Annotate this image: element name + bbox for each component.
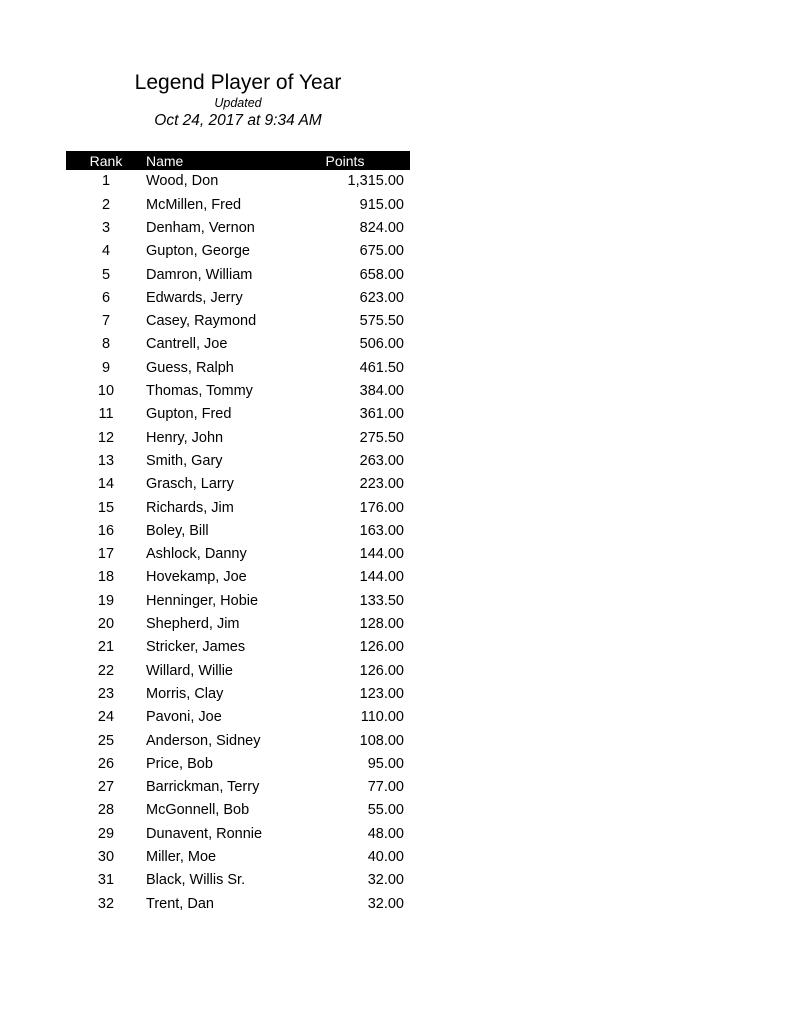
name-cell: Gupton, Fred — [146, 406, 232, 423]
points-cell: 384.00 — [359, 383, 404, 400]
name-cell: Damron, William — [146, 266, 253, 283]
points-cell: 176.00 — [359, 499, 404, 516]
updated-timestamp: Oct 24, 2017 at 9:34 AM — [154, 112, 322, 129]
rank-cell: 19 — [97, 592, 115, 609]
points-cell: 77.00 — [367, 779, 404, 796]
rank-cell: 9 — [101, 359, 111, 376]
table-row — [66, 426, 410, 449]
table-row — [66, 496, 410, 519]
name-cell: Grasch, Larry — [146, 476, 234, 493]
points-cell: 461.50 — [359, 359, 404, 376]
table-row — [66, 473, 410, 496]
points-cell: 133.50 — [359, 592, 404, 609]
table-row — [66, 683, 410, 706]
name-cell: Miller, Moe — [146, 849, 217, 865]
standings-table — [66, 151, 410, 916]
name-cell: Henry, John — [146, 429, 224, 446]
points-cell: 55.00 — [367, 802, 404, 819]
table-row — [66, 380, 410, 403]
points-cell: 95.00 — [367, 755, 404, 772]
points-cell: 126.00 — [359, 662, 404, 679]
name-cell: McMillen, Fred — [146, 196, 242, 213]
updated-label: Updated — [214, 96, 262, 110]
name-cell: Edwards, Jerry — [146, 289, 243, 306]
name-cell: Trent, Dan — [146, 895, 214, 912]
table-row — [66, 892, 410, 915]
name-cell: Ashlock, Danny — [146, 546, 247, 563]
name-cell: Smith, Gary — [146, 452, 223, 469]
name-cell: Anderson, Sidney — [146, 732, 261, 749]
name-cell: Barrickman, Terry — [146, 779, 260, 796]
name-cell: Price, Bob — [146, 755, 213, 772]
rank-cell: 21 — [97, 639, 115, 656]
name-cell: Black, Willis Sr. — [146, 872, 246, 889]
name-cell: Guess, Ralph — [146, 359, 234, 376]
table-row — [66, 193, 410, 216]
rank-cell: 6 — [101, 289, 111, 306]
name-cell: Henninger, Hobie — [146, 592, 259, 609]
points-cell: 263.00 — [359, 452, 404, 469]
points-cell: 675.00 — [359, 243, 404, 260]
name-cell: Richards, Jim — [146, 499, 234, 516]
table-row — [66, 776, 410, 799]
points-cell: 123.00 — [359, 685, 404, 702]
points-cell: 48.00 — [367, 825, 404, 842]
name-cell: Casey, Raymond — [146, 313, 257, 330]
rank-cell: 32 — [97, 895, 115, 912]
points-cell: 824.00 — [359, 219, 404, 236]
table-row — [66, 310, 410, 333]
points-cell: 361.00 — [359, 406, 404, 423]
table-row — [66, 799, 410, 822]
points-cell: 128.00 — [359, 616, 404, 633]
rank-cell: 31 — [97, 872, 115, 889]
name-cell: Boley, Bill — [146, 522, 209, 539]
points-cell: 163.00 — [359, 522, 404, 539]
table-row — [66, 659, 410, 682]
name-cell: Thomas, Tommy — [146, 383, 253, 400]
points-cell: 40.00 — [367, 849, 404, 865]
points-cell: 223.00 — [359, 476, 404, 493]
rank-cell: 3 — [101, 219, 111, 236]
table-row — [66, 543, 410, 566]
rank-cell: 18 — [97, 569, 115, 586]
table-body — [66, 170, 410, 916]
rank-cell: 5 — [101, 266, 111, 283]
name-cell: Pavoni, Joe — [146, 709, 222, 726]
table-row — [66, 519, 410, 542]
table-row — [66, 636, 410, 659]
name-cell: Gupton, George — [146, 243, 250, 260]
rank-cell: 16 — [97, 522, 115, 539]
name-cell: Stricker, James — [146, 639, 246, 656]
points-cell: 32.00 — [367, 895, 404, 912]
rank-cell: 8 — [101, 336, 111, 353]
table-row — [66, 217, 410, 240]
points-cell: 575.50 — [359, 313, 404, 330]
column-header-name: Name — [146, 152, 184, 169]
name-cell: Cantrell, Joe — [146, 336, 228, 353]
table-row — [66, 403, 410, 426]
name-cell: Shepherd, Jim — [146, 616, 240, 633]
rank-cell: 14 — [97, 476, 115, 493]
name-cell: Dunavent, Ronnie — [146, 825, 263, 842]
rank-cell: 23 — [97, 685, 115, 702]
column-header-points: Points — [325, 152, 365, 169]
column-header-rank: Rank — [89, 152, 123, 169]
page-title: Legend Player of Year — [134, 71, 342, 94]
table-row — [66, 263, 410, 286]
points-cell: 144.00 — [359, 569, 404, 586]
table-header-row — [66, 151, 410, 170]
rank-cell: 17 — [97, 546, 115, 563]
table-row — [66, 706, 410, 729]
rank-cell: 20 — [97, 616, 115, 633]
name-cell: Wood, Don — [146, 173, 219, 190]
points-cell: 1,315.00 — [347, 173, 404, 190]
name-cell: Willard, Willie — [146, 662, 233, 679]
rank-cell: 12 — [97, 429, 115, 446]
table-row — [66, 613, 410, 636]
points-cell: 126.00 — [359, 639, 404, 656]
name-cell: Denham, Vernon — [146, 219, 255, 236]
points-cell: 623.00 — [359, 289, 404, 306]
table-row — [66, 170, 410, 193]
rank-cell: 7 — [101, 313, 111, 330]
table-row — [66, 846, 410, 869]
rank-cell: 22 — [97, 662, 115, 679]
rank-cell: 1 — [101, 173, 111, 190]
table-row — [66, 286, 410, 309]
table-row — [66, 752, 410, 775]
points-cell: 915.00 — [359, 196, 404, 213]
points-cell: 506.00 — [359, 336, 404, 353]
rank-cell: 28 — [97, 802, 115, 819]
table-row — [66, 589, 410, 612]
rank-cell: 29 — [97, 825, 115, 842]
table-row — [66, 729, 410, 752]
points-cell: 32.00 — [367, 872, 404, 889]
table-row — [66, 869, 410, 892]
points-cell: 144.00 — [359, 546, 404, 563]
name-cell: Morris, Clay — [146, 685, 224, 702]
points-cell: 110.00 — [360, 709, 404, 726]
rank-cell: 13 — [97, 452, 115, 469]
rank-cell: 27 — [97, 779, 115, 796]
rank-cell: 26 — [97, 755, 115, 772]
name-cell: McGonnell, Bob — [146, 802, 250, 819]
table-row — [66, 450, 410, 473]
name-cell: Hovekamp, Joe — [146, 569, 247, 586]
points-cell: 108.00 — [359, 732, 404, 749]
table-row — [66, 356, 410, 379]
points-cell: 658.00 — [359, 266, 404, 283]
table-row — [66, 566, 410, 589]
rank-cell: 4 — [101, 243, 111, 260]
table-row — [66, 240, 410, 263]
title-block — [66, 70, 410, 130]
rank-cell: 15 — [97, 499, 115, 516]
table-row — [66, 822, 410, 845]
rank-cell: 10 — [97, 383, 115, 400]
rank-cell: 24 — [97, 709, 115, 726]
rank-cell: 2 — [101, 196, 111, 213]
table-row — [66, 333, 410, 356]
points-cell: 275.50 — [359, 429, 404, 446]
rank-cell: 11 — [98, 406, 114, 423]
rank-cell: 30 — [97, 849, 115, 865]
rank-cell: 25 — [97, 732, 115, 749]
